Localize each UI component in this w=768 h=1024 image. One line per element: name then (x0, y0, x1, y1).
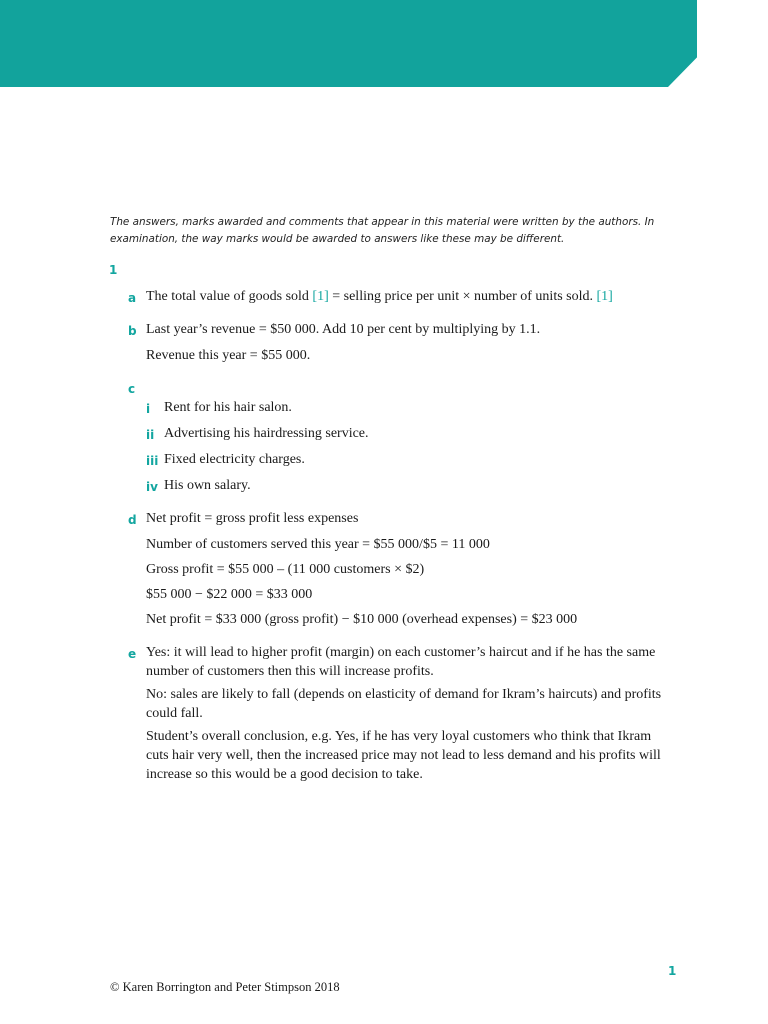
part-a-mark-1: [1] (312, 289, 329, 304)
part-a-text (146, 287, 676, 306)
part-a-mark-2: [1] (596, 289, 613, 304)
question-number: 1 (109, 263, 118, 277)
part-a-label: a (128, 291, 137, 305)
part-c-item-label: iv (146, 480, 158, 494)
part-d-line: $55 000 − $22 000 = $33 000 (146, 587, 313, 602)
part-d-label: d (128, 513, 137, 527)
part-c-item-text: Advertising his hairdressing service. (164, 426, 369, 441)
part-d-line: Net profit = $33 000 (gross profit) − $10 000 (overhead expenses) = $23 000 (146, 612, 578, 627)
part-c-item-text: Rent for his hair salon. (164, 400, 292, 415)
part-d-line: Net profit = gross profit less expenses (146, 511, 359, 526)
part-e-para-3: Student’s overall conclusion, e.g. Yes, if he has very loyal customers who think that Ikram cuts hair very well, then the increased price may not lead to less demand and his profits will increase so this would be a good decision to take. (146, 729, 661, 782)
header-band (0, 0, 697, 87)
part-c-item-text: Fixed electricity charges. (164, 452, 305, 467)
part-c-item-text: His own salary. (164, 478, 251, 493)
part-e-label: e (128, 647, 137, 661)
footer-copyright: © Karen Borrington and Peter Stimpson 2018 (110, 980, 340, 994)
part-d-line: Number of customers served this year = $55 000/$5 = 11 000 (146, 537, 490, 552)
part-b-line-2: Revenue this year = $55 000. (146, 348, 311, 363)
part-a-text-2: = selling price per unit × number of units sold. (328, 289, 597, 304)
part-c-item-label: i (146, 402, 151, 416)
disclaimer-text: The answers, marks awarded and comments that appear in this material were written by the authors. In examination, the way marks would be awarded to answers like these may be different. (110, 216, 655, 245)
part-c-item-label: ii (146, 428, 155, 442)
page-number: 1 (668, 964, 677, 978)
part-b-label: b (128, 324, 137, 338)
part-c-label: c (128, 382, 136, 396)
part-c-item-label: iii (146, 454, 159, 468)
part-d-line: Gross profit = $55 000 – (11 000 customers × $2) (146, 562, 425, 577)
part-a-text-1: The total value of goods sold (146, 289, 313, 304)
part-b-line-1: Last year’s revenue = $50 000. Add 10 per cent by multiplying by 1.1. (146, 322, 541, 337)
part-e-para-2: No: sales are likely to fall (depends on elasticity of demand for Ikram’s haircuts) and profits could fall. (146, 687, 662, 721)
part-e-para-1: Yes: it will lead to higher profit (margin) on each customer’s haircut and if he has the same number of customers then this will increase profits. (146, 645, 656, 679)
